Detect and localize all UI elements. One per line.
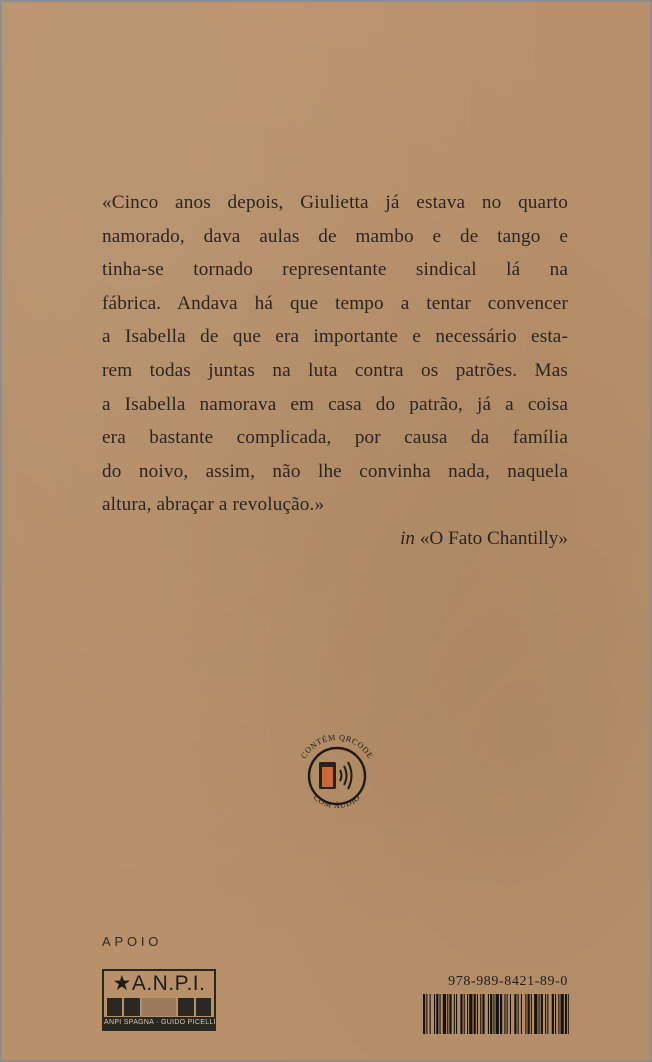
anpi-logo [102, 969, 216, 1031]
logo-title: ★A.N.P.I. [112, 972, 206, 995]
quote-line: «Cinco anos depois, Giulietta já estava no quarto [102, 192, 568, 213]
quote-line: tinha-se tornado representante sindical lá na [102, 259, 568, 281]
back-cover-quote [102, 186, 568, 522]
badge-bottom-text: COM ÁUDIO [311, 792, 363, 811]
logo-subtitle: ANPI SPAGNA · GUIDO PICELLI [104, 1017, 214, 1029]
quote-line: a Isabella namorava em casa do patrão, já a coisa [102, 393, 568, 415]
badge-top-text: CONTÉM QRCODE [299, 732, 375, 761]
quote-source [400, 522, 568, 555]
quote-line: a Isabella de que era importante e necessário esta- [102, 326, 568, 348]
logo-stripes [107, 998, 211, 1016]
qrcode-audio-badge [287, 724, 387, 824]
quote-line: namorado, dava aulas de mambo e de tango e [102, 225, 568, 247]
quote-line: do noivo, assim, não lhe convinha nada, naquela [102, 460, 568, 482]
quote-line: era bastante complicada, por causa da família [102, 427, 568, 449]
quote-line: altura, abraçar a revolução.» [102, 494, 325, 516]
source-prefix: in [400, 528, 416, 549]
book-audio-icon [319, 762, 352, 789]
source-title: «O Fato Chantilly» [419, 528, 568, 549]
quote-line: rem todas juntas na luta contra os patrões. Mas [102, 359, 568, 381]
isbn-barcode [423, 994, 569, 1034]
quote-line: fábrica. Andava há que tempo a tentar convencer [102, 292, 568, 314]
support-label: APOIO [102, 934, 163, 949]
isbn-number: 978-989-8421-89-0 [448, 974, 568, 989]
